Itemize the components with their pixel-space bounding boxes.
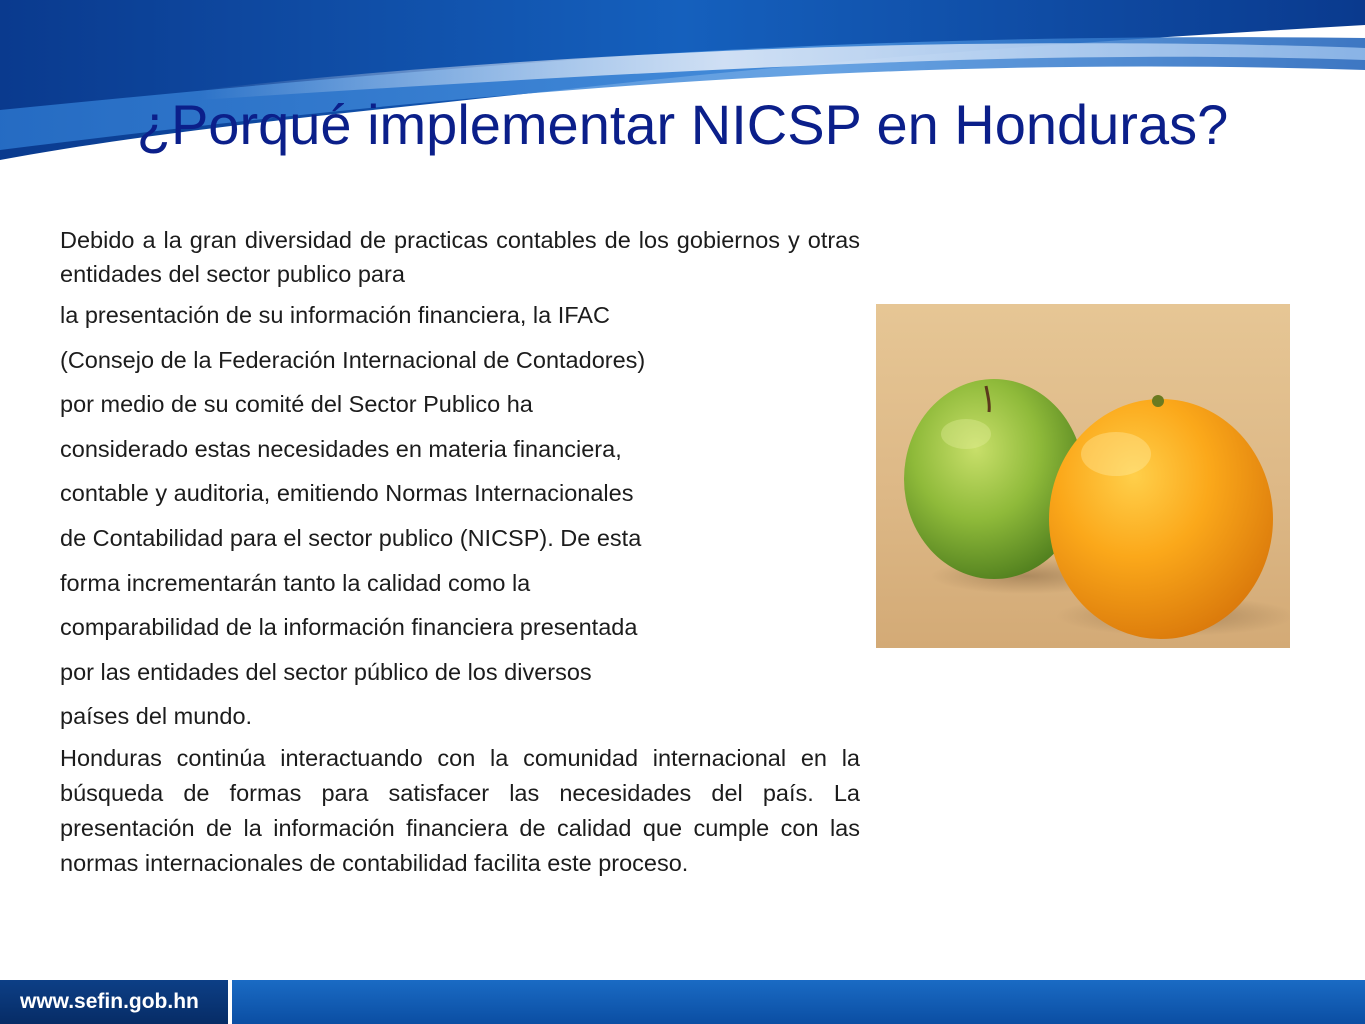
footer-url[interactable]: www.sefin.gob.hn [20, 990, 199, 1013]
body-text [60, 223, 860, 881]
text-line: comparabilidad de la información financiera presentada [60, 614, 638, 641]
text-line: contable y auditoria, emitiendo Normas Internacionales [60, 480, 634, 507]
apple-orange-photo [876, 304, 1290, 648]
paragraph-intro: Debido a la gran diversidad de practicas contables de los gobiernos y otras entidades del sector publico para [60, 227, 860, 287]
text-line: considerado estas necesidades en materia financiera, [60, 435, 622, 462]
paragraph-honduras: Honduras continúa interactuando con la comunidad internacional en la búsqueda de formas para satisfacer las necesidades del país. La presentación de la información financiera de calidad que cumple con las normas internacionales de contabilidad facilita este proceso. [60, 744, 860, 876]
paragraph-lines [60, 293, 860, 739]
text-line: países del mundo. [60, 703, 253, 730]
footer-divider [228, 980, 232, 1024]
text-line: por las entidades del sector público de los diversos [60, 658, 592, 685]
text-line: de Contabilidad para el sector publico (NICSP). De esta [60, 524, 642, 551]
text-line: por medio de su comité del Sector Publico ha [60, 391, 533, 418]
slide-title: ¿Porqué implementar NICSP en Honduras? [136, 93, 1229, 156]
text-line: forma incrementarán tanto la calidad como la [60, 569, 531, 596]
text-line: (Consejo de la Federación Internacional de Contadores) [60, 346, 646, 373]
text-line: la presentación de su información financiera, la IFAC [60, 302, 610, 328]
